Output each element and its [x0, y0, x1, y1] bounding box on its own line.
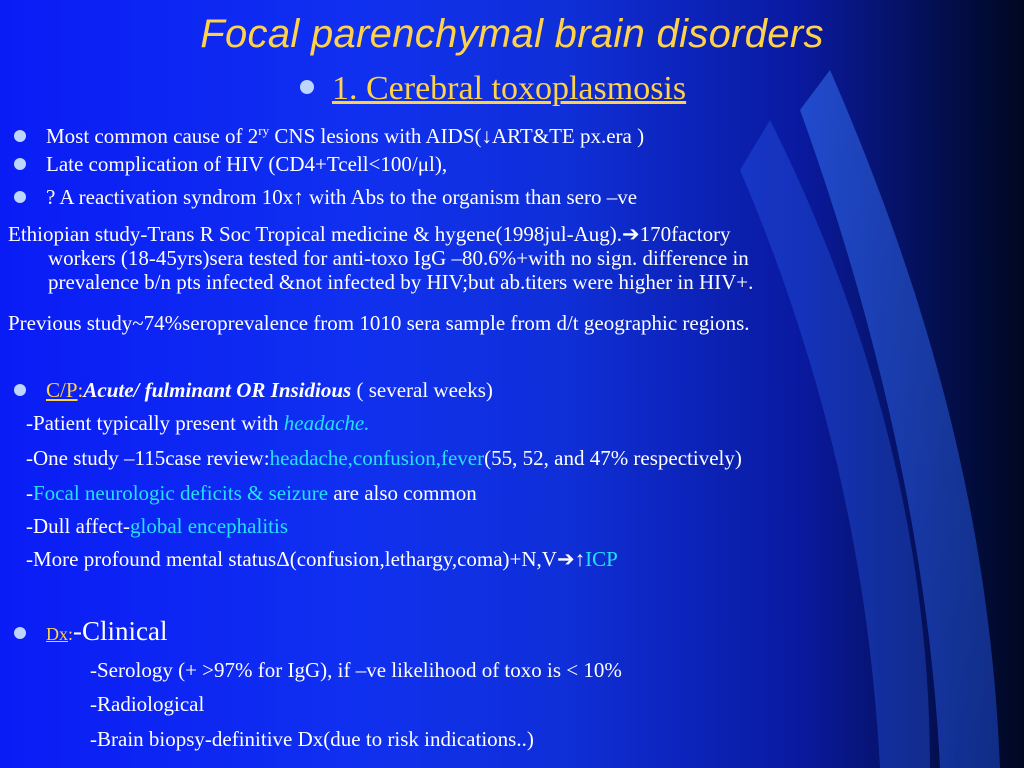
cp-line-2 [26, 446, 742, 470]
line-text: - [26, 481, 33, 505]
bullet-line-1 [14, 119, 644, 148]
dx-item-1: -Serology (+ >97% for IgG), if –ve likelihood of toxo is < 10% [90, 658, 622, 682]
cp-rest: ( several weeks) [351, 378, 493, 402]
bullet-icon [14, 158, 26, 170]
line-text: -One study –115case review: [26, 446, 270, 470]
bullet-icon [14, 384, 26, 396]
bullet-line-2 [14, 152, 447, 176]
previous-study: Previous study~74%seroprevalence from 1010 sera sample from d/t geographic regions. [8, 311, 750, 335]
line-text: -More profound mental statusΔ(confusion,lethargy,coma)+N,V➔↑ [26, 547, 586, 571]
highlight-text: Focal neurologic deficits & seizure [33, 481, 329, 505]
cp-line-1 [26, 411, 370, 435]
line-text: Most common cause of 2 [46, 124, 259, 148]
highlight-text: headache,confusion,fever [269, 446, 485, 470]
line-text: (55, 52, and 47% respectively) [484, 446, 742, 470]
cp-label: C/P [46, 378, 78, 402]
line-text: are also common [328, 481, 477, 505]
line-text: Ethiopian study-Trans R Soc Tropical medicine & hygene(1998jul-Aug).➔170factory [8, 222, 731, 246]
cp-line-5 [26, 547, 618, 571]
cp-colon: : [77, 378, 84, 402]
cp-bold: Acute/ fulminant OR Insidious [83, 378, 352, 402]
bullet-icon [14, 130, 26, 142]
dx-item-3: -Brain biopsy-definitive Dx(due to risk indications..) [90, 727, 534, 751]
cp-heading [14, 378, 493, 402]
highlight-text: ICP [585, 547, 618, 571]
line-text: prevalence b/n pts infected &not infected by HIV;but ab.titers were higher in HIV+. [48, 270, 754, 294]
bullet-icon [14, 191, 26, 203]
line-text: workers (18-45yrs)sera tested for anti-toxo IgG –80.6%+with no sign. difference in [48, 246, 749, 270]
dx-item-2: -Radiological [90, 692, 205, 716]
dx-heading [14, 616, 168, 646]
bullet-line-3 [14, 185, 637, 209]
ethiopian-study [8, 222, 1018, 294]
bullet-icon [14, 627, 26, 639]
superscript: ry [258, 123, 270, 138]
dx-label: Dx [46, 624, 68, 644]
subtitle-row [300, 70, 686, 108]
line-text: -Dull affect- [26, 514, 130, 538]
cp-line-3 [26, 481, 477, 505]
highlight-text: headache. [283, 411, 370, 435]
highlight-text: global encephalitis [129, 514, 289, 538]
slide-title: Focal parenchymal brain disorders [200, 12, 824, 56]
bullet-icon [300, 80, 314, 94]
cp-line-4 [26, 514, 288, 538]
line-text: CNS lesions with AIDS(↓ART&TE px.era ) [269, 124, 645, 148]
line-text: ? A reactivation syndrom 10x↑ with Abs to the organism than sero –ve [46, 185, 638, 209]
dx-clinical: -Clinical [73, 616, 168, 646]
line-text: -Patient typically present with [26, 411, 284, 435]
line-text: Late complication of HIV (CD4+Tcell<100/μl), [46, 152, 448, 176]
subtitle: 1. Cerebral toxoplasmosis [332, 70, 687, 107]
dx-colon: : [68, 624, 74, 644]
